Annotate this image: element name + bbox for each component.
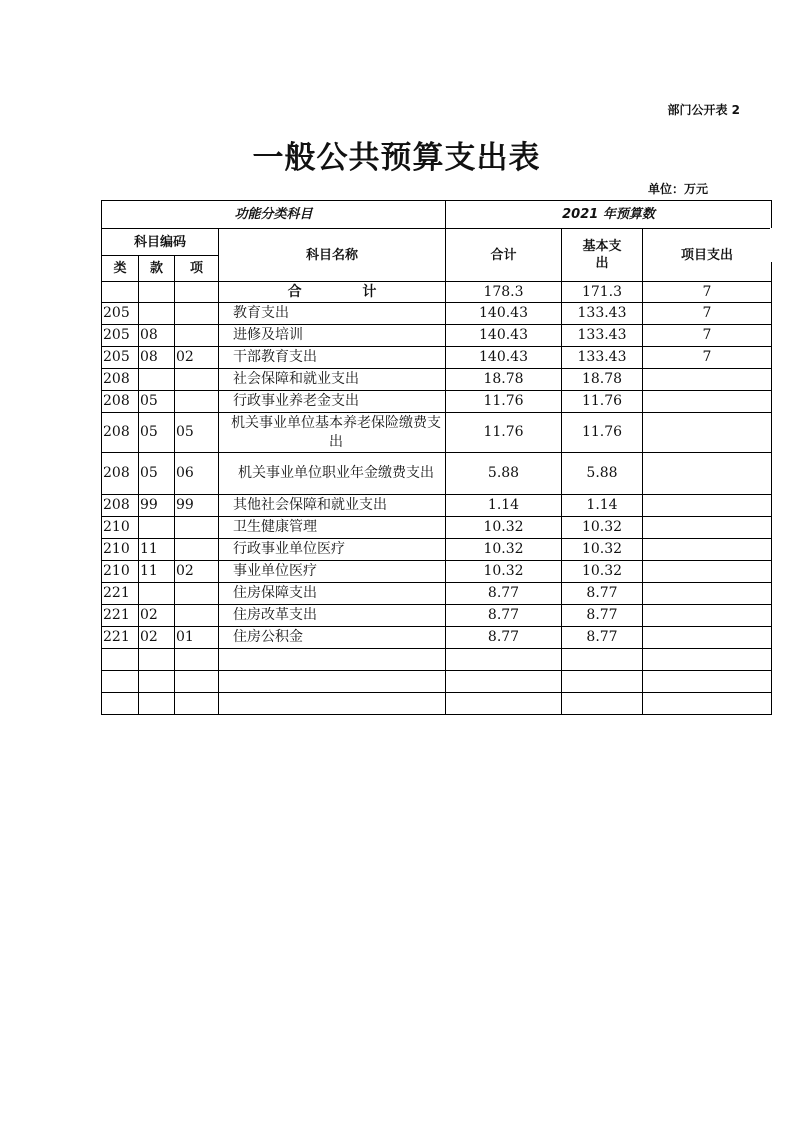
- row-total: 140.43: [446, 347, 562, 369]
- row-project: [643, 583, 772, 605]
- row-lei: 208: [102, 453, 139, 495]
- row-name: 教育支出: [219, 303, 446, 325]
- row-project: 7: [643, 347, 772, 369]
- row-kuan: 11: [139, 539, 175, 561]
- empty-cell: [175, 693, 219, 715]
- row-total: 1.14: [446, 495, 562, 517]
- row-basic: 133.43: [562, 325, 643, 347]
- row-kuan: [139, 583, 175, 605]
- table-row: [102, 369, 772, 391]
- row-basic: 10.32: [562, 539, 643, 561]
- border-gap: [770, 228, 773, 262]
- row-total: 11.76: [446, 413, 562, 453]
- total-label: 合 计: [219, 282, 446, 303]
- row-basic: 5.88: [562, 453, 643, 495]
- row-xiang: 06: [175, 453, 219, 495]
- row-basic: 11.76: [562, 391, 643, 413]
- row-project: [643, 517, 772, 539]
- row-basic: 1.14: [562, 495, 643, 517]
- table-row: [102, 495, 772, 517]
- empty-cell: [643, 693, 772, 715]
- row-total: 10.32: [446, 517, 562, 539]
- empty-row: [102, 649, 772, 671]
- row-name: 社会保障和就业支出: [219, 369, 446, 391]
- table-row: [102, 391, 772, 413]
- row-xiang: [175, 583, 219, 605]
- empty-cell: [139, 671, 175, 693]
- table-row: [102, 303, 772, 325]
- row-kuan: [139, 303, 175, 325]
- row-project: [643, 605, 772, 627]
- empty-cell: [139, 693, 175, 715]
- row-xiang: 05: [175, 413, 219, 453]
- table-row: [102, 627, 772, 649]
- total-project: 7: [643, 282, 772, 303]
- row-basic: 11.76: [562, 413, 643, 453]
- row-name: 住房公积金: [219, 627, 446, 649]
- total-lei: [102, 282, 139, 303]
- row-basic: 10.32: [562, 561, 643, 583]
- row-total: 18.78: [446, 369, 562, 391]
- row-kuan: 05: [139, 413, 175, 453]
- row-basic: 8.77: [562, 627, 643, 649]
- row-total: 10.32: [446, 539, 562, 561]
- row-total: 8.77: [446, 583, 562, 605]
- row-xiang: 01: [175, 627, 219, 649]
- header-basic-line1: 基本支: [582, 239, 622, 254]
- row-kuan: [139, 517, 175, 539]
- row-total: 11.76: [446, 391, 562, 413]
- row-basic: 10.32: [562, 517, 643, 539]
- row-kuan: 08: [139, 347, 175, 369]
- row-name: 进修及培训: [219, 325, 446, 347]
- row-kuan: 08: [139, 325, 175, 347]
- row-name: 其他社会保障和就业支出: [219, 495, 446, 517]
- row-basic: 8.77: [562, 605, 643, 627]
- empty-cell: [175, 671, 219, 693]
- row-lei: 205: [102, 325, 139, 347]
- empty-cell: [219, 693, 446, 715]
- row-kuan: 02: [139, 605, 175, 627]
- header-subject-name: 科目名称: [219, 229, 446, 282]
- empty-cell: [446, 693, 562, 715]
- row-name: 卫生健康管理: [219, 517, 446, 539]
- table-row: [102, 413, 772, 453]
- row-project: [643, 453, 772, 495]
- row-xiang: [175, 517, 219, 539]
- row-xiang: 02: [175, 347, 219, 369]
- header-row-group: [102, 201, 772, 229]
- empty-cell: [102, 649, 139, 671]
- header-basic-line2: 出: [595, 256, 609, 271]
- row-lei: 208: [102, 495, 139, 517]
- empty-row: [102, 693, 772, 715]
- row-project: [643, 413, 772, 453]
- row-project: [643, 369, 772, 391]
- row-xiang: [175, 325, 219, 347]
- row-basic: 8.77: [562, 583, 643, 605]
- row-basic: 133.43: [562, 347, 643, 369]
- row-total: 140.43: [446, 325, 562, 347]
- row-lei: 210: [102, 539, 139, 561]
- row-lei: 205: [102, 347, 139, 369]
- row-name: 机关事业单位基本养老保险缴费支出: [219, 413, 446, 453]
- empty-cell: [562, 693, 643, 715]
- table-row: [102, 605, 772, 627]
- row-lei: 208: [102, 369, 139, 391]
- header-kuan: 款: [139, 256, 175, 282]
- header-subject-code: 科目编码: [102, 229, 219, 256]
- row-project: [643, 495, 772, 517]
- row-name: 事业单位医疗: [219, 561, 446, 583]
- empty-cell: [446, 671, 562, 693]
- header-project-expense: 项目支出: [643, 229, 772, 282]
- table-row: [102, 453, 772, 495]
- row-basic: 18.78: [562, 369, 643, 391]
- row-kuan: 99: [139, 495, 175, 517]
- page-title: 一般公共预算支出表: [252, 140, 541, 176]
- row-xiang: [175, 391, 219, 413]
- row-xiang: [175, 605, 219, 627]
- header-xiang: 项: [175, 256, 219, 282]
- empty-cell: [643, 649, 772, 671]
- row-kuan: 11: [139, 561, 175, 583]
- total-xiang: [175, 282, 219, 303]
- table-row: [102, 347, 772, 369]
- row-project: [643, 539, 772, 561]
- row-lei: 208: [102, 391, 139, 413]
- row-total: 8.77: [446, 605, 562, 627]
- row-kuan: 05: [139, 391, 175, 413]
- row-total: 10.32: [446, 561, 562, 583]
- row-lei: 210: [102, 561, 139, 583]
- table-number-label: 部门公开表 2: [667, 103, 740, 117]
- row-lei: 221: [102, 583, 139, 605]
- header-functional-category: 功能分类科目: [102, 201, 446, 229]
- empty-cell: [219, 649, 446, 671]
- row-xiang: [175, 539, 219, 561]
- row-kuan: 02: [139, 627, 175, 649]
- total-kuan: [139, 282, 175, 303]
- row-project: [643, 391, 772, 413]
- row-lei: 205: [102, 303, 139, 325]
- row-xiang: 99: [175, 495, 219, 517]
- row-lei: 210: [102, 517, 139, 539]
- row-total: 5.88: [446, 453, 562, 495]
- row-name: 行政事业养老金支出: [219, 391, 446, 413]
- row-basic: 133.43: [562, 303, 643, 325]
- row-lei: 208: [102, 413, 139, 453]
- empty-cell: [175, 649, 219, 671]
- empty-cell: [562, 649, 643, 671]
- total-sum: 178.3: [446, 282, 562, 303]
- row-total: 140.43: [446, 303, 562, 325]
- empty-cell: [219, 671, 446, 693]
- empty-cell: [102, 671, 139, 693]
- row-name: 行政事业单位医疗: [219, 539, 446, 561]
- table-row: [102, 561, 772, 583]
- empty-cell: [562, 671, 643, 693]
- row-project: [643, 627, 772, 649]
- empty-cell: [102, 693, 139, 715]
- unit-label: 单位：万元: [647, 182, 708, 196]
- row-xiang: [175, 369, 219, 391]
- row-name: 住房改革支出: [219, 605, 446, 627]
- empty-row: [102, 671, 772, 693]
- row-lei: 221: [102, 627, 139, 649]
- row-xiang: [175, 303, 219, 325]
- row-name: 住房保障支出: [219, 583, 446, 605]
- table-row: [102, 539, 772, 561]
- row-xiang: 02: [175, 561, 219, 583]
- header-basic-expense: [562, 229, 643, 282]
- header-lei: 类: [102, 256, 139, 282]
- row-project: 7: [643, 325, 772, 347]
- table-row: [102, 517, 772, 539]
- row-lei: 221: [102, 605, 139, 627]
- budget-table: [101, 200, 772, 715]
- row-project: [643, 561, 772, 583]
- row-project: 7: [643, 303, 772, 325]
- header-row-top: [102, 229, 772, 256]
- table-row: [102, 325, 772, 347]
- total-basic: 171.3: [562, 282, 643, 303]
- row-kuan: [139, 369, 175, 391]
- total-row: [102, 282, 772, 303]
- row-name: 干部教育支出: [219, 347, 446, 369]
- empty-cell: [139, 649, 175, 671]
- table-row: [102, 583, 772, 605]
- header-total: 合计: [446, 229, 562, 282]
- empty-cell: [643, 671, 772, 693]
- header-budget-year: 2021 年预算数: [446, 201, 772, 229]
- row-kuan: 05: [139, 453, 175, 495]
- row-name: 机关事业单位职业年金缴费支出: [219, 453, 446, 495]
- empty-cell: [446, 649, 562, 671]
- row-total: 8.77: [446, 627, 562, 649]
